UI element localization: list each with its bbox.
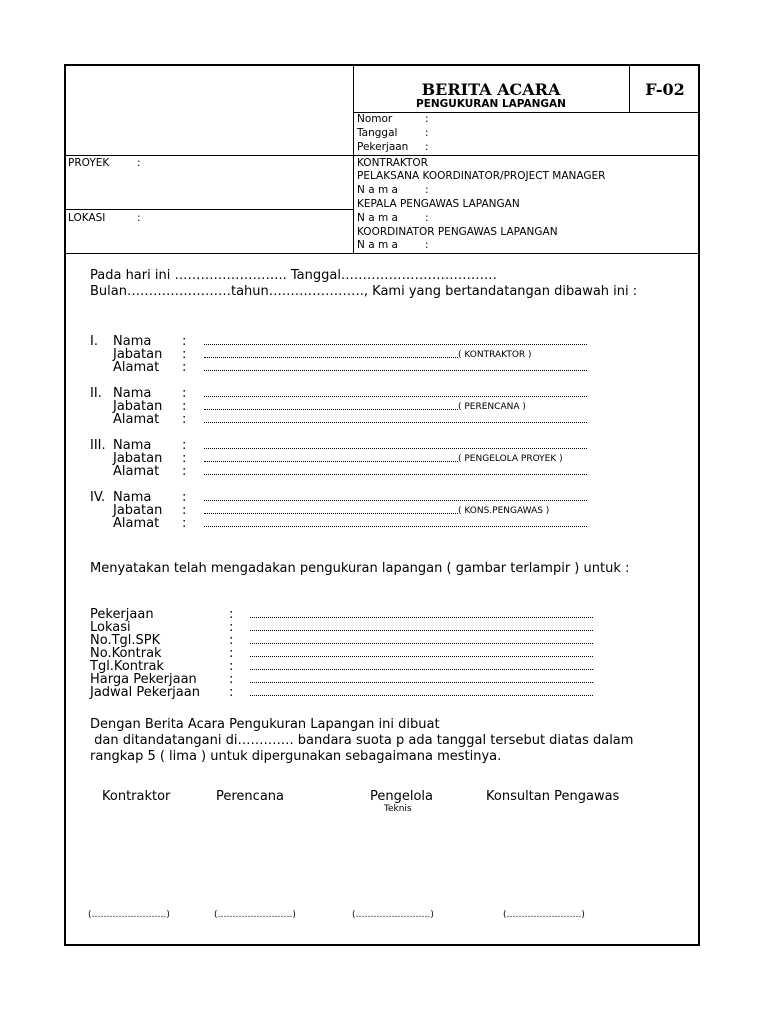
sig-perencana-blank[interactable]: (…………………….) bbox=[214, 910, 296, 920]
closing-line-3: rangkap 5 ( lima ) untuk dipergunakan sebagaimana mestinya. bbox=[90, 749, 502, 764]
party-1-alamat-colon: : bbox=[182, 360, 187, 375]
intro-line-1: Pada hari ini …………………….. Tanggal……………………………… bbox=[90, 268, 497, 283]
party-4-numeral: IV. bbox=[90, 490, 106, 505]
nama-colon-1: : bbox=[425, 184, 429, 196]
detail-kontrak-colon: : bbox=[229, 646, 234, 661]
field-nomor-label: Nomor bbox=[357, 113, 393, 125]
party-1-nama-line[interactable] bbox=[204, 344, 587, 345]
sig-kontraktor-blank[interactable]: (…………………….) bbox=[88, 910, 170, 920]
field-pekerjaan-label: Pekerjaan bbox=[357, 141, 409, 153]
nama-label-3: N a m a bbox=[357, 239, 398, 251]
field-tanggal-colon: : bbox=[425, 127, 429, 139]
party-4-alamat-colon: : bbox=[182, 516, 187, 531]
party-2-alamat-label: Alamat bbox=[113, 412, 160, 427]
detail-jadwal-line[interactable] bbox=[250, 695, 593, 696]
party-3-alamat-line[interactable] bbox=[204, 474, 587, 475]
detail-jadwal-colon: : bbox=[229, 685, 234, 700]
form-title: BERITA ACARA bbox=[421, 80, 561, 99]
party-2-nama-label: Nama bbox=[113, 386, 152, 401]
party-4-jabatan-colon: : bbox=[182, 503, 187, 518]
party-1-numeral: I. bbox=[90, 334, 98, 349]
party-4-nama-colon: : bbox=[182, 490, 187, 505]
lokasi-label: LOKASI bbox=[68, 212, 106, 224]
form-subtitle: PENGUKURAN LAPANGAN bbox=[416, 98, 566, 110]
statement-text: Menyatakan telah mengadakan pengukuran lapangan ( gambar terlampir ) untuk : bbox=[90, 561, 630, 576]
party-1-nama-colon: : bbox=[182, 334, 187, 349]
proyek-colon: : bbox=[137, 157, 141, 169]
sig-pengelola-label: Pengelola bbox=[370, 789, 434, 804]
party-3-jabatan-colon: : bbox=[182, 451, 187, 466]
nama-label-1: N a m a bbox=[357, 184, 398, 196]
detail-spk-line[interactable] bbox=[250, 643, 593, 644]
detail-kontrak-label: No.Kontrak bbox=[90, 646, 162, 661]
party-3-role: ( PENGELOLA PROYEK ) bbox=[458, 454, 563, 464]
sig-teknis-label: Teknis bbox=[384, 804, 412, 814]
party-2-jabatan-label: Jabatan bbox=[113, 399, 163, 414]
detail-lokasi-colon: : bbox=[229, 620, 234, 635]
party-3-jabatan-label: Jabatan bbox=[113, 451, 163, 466]
party-4-alamat-label: Alamat bbox=[113, 516, 160, 531]
party-3-nama-label: Nama bbox=[113, 438, 152, 453]
field-pekerjaan-colon: : bbox=[425, 141, 429, 153]
party-2-alamat-line[interactable] bbox=[204, 422, 587, 423]
detail-kontrak-line[interactable] bbox=[250, 656, 593, 657]
sig-perencana-label: Perencana bbox=[216, 789, 284, 804]
party-1-jabatan-label: Jabatan bbox=[113, 347, 163, 362]
party-3-nama-line[interactable] bbox=[204, 448, 587, 449]
field-tanggal-label: Tanggal bbox=[357, 127, 398, 139]
nama-colon-2: : bbox=[425, 212, 429, 224]
party-2-role: ( PERENCANA ) bbox=[458, 402, 526, 412]
party-2-alamat-colon: : bbox=[182, 412, 187, 427]
detail-spk-colon: : bbox=[229, 633, 234, 648]
party-2-jabatan-line[interactable] bbox=[204, 409, 458, 410]
proyek-label: PROYEK bbox=[68, 157, 110, 169]
title-bottom-line bbox=[353, 112, 699, 113]
party-4-jabatan-line[interactable] bbox=[204, 513, 458, 514]
detail-jadwal-label: Jadwal Pekerjaan bbox=[90, 685, 200, 700]
sig-konsultan-blank[interactable]: (…………………….) bbox=[503, 910, 585, 920]
party-3-nama-colon: : bbox=[182, 438, 187, 453]
party-3-jabatan-line[interactable] bbox=[204, 461, 458, 462]
party-1-alamat-label: Alamat bbox=[113, 360, 160, 375]
closing-line-2: dan ditandatangani di…………. bandara suota p ada tanggal tersebut diatas dalam bbox=[90, 733, 634, 748]
party-2-nama-line[interactable] bbox=[204, 396, 587, 397]
kontraktor-heading: KONTRAKTOR bbox=[357, 157, 428, 169]
sig-pengelola-blank[interactable]: (…………………….) bbox=[352, 910, 434, 920]
detail-tgl-kontrak-colon: : bbox=[229, 659, 234, 674]
nama-colon-3: : bbox=[425, 239, 429, 251]
nama-label-2: N a m a bbox=[357, 212, 398, 224]
party-2-numeral: II. bbox=[90, 386, 102, 401]
detail-tgl-kontrak-label: Tgl.Kontrak bbox=[90, 659, 164, 674]
party-3-alamat-label: Alamat bbox=[113, 464, 160, 479]
party-1-nama-label: Nama bbox=[113, 334, 152, 349]
party-4-alamat-line[interactable] bbox=[204, 526, 587, 527]
sig-kontraktor-label: Kontraktor bbox=[102, 789, 171, 804]
party-2-nama-colon: : bbox=[182, 386, 187, 401]
party-4-role: ( KONS.PENGAWAS ) bbox=[458, 506, 550, 516]
detail-pekerjaan-colon: : bbox=[229, 607, 234, 622]
koordinator-heading: KOORDINATOR PENGAWAS LAPANGAN bbox=[357, 226, 558, 238]
sig-konsultan-label: Konsultan Pengawas bbox=[486, 789, 620, 804]
lokasi-colon: : bbox=[137, 212, 141, 224]
detail-pekerjaan-label: Pekerjaan bbox=[90, 607, 154, 622]
party-1-jabatan-colon: : bbox=[182, 347, 187, 362]
detail-spk-label: No.Tgl.SPK bbox=[90, 633, 161, 648]
detail-harga-label: Harga Pekerjaan bbox=[90, 672, 197, 687]
detail-harga-colon: : bbox=[229, 672, 234, 687]
field-nomor-colon: : bbox=[425, 113, 429, 125]
header-bottom-line bbox=[65, 253, 699, 254]
form-code: F-02 bbox=[645, 80, 685, 99]
detail-pekerjaan-line[interactable] bbox=[250, 617, 593, 618]
party-3-alamat-colon: : bbox=[182, 464, 187, 479]
proyek-bottom-line bbox=[65, 209, 354, 210]
header-mid-line bbox=[65, 155, 699, 156]
closing-line-1: Dengan Berita Acara Pengukuran Lapangan ini dibuat bbox=[90, 717, 440, 732]
intro-line-2: Bulan……………………tahun…………………., Kami yang bertandatangan dibawah ini : bbox=[90, 284, 638, 299]
pelaksana-heading: PELAKSANA KOORDINATOR/PROJECT MANAGER bbox=[357, 170, 606, 182]
party-4-jabatan-label: Jabatan bbox=[113, 503, 163, 518]
detail-lokasi-line[interactable] bbox=[250, 630, 593, 631]
party-1-role: ( KONTRAKTOR ) bbox=[458, 350, 532, 360]
party-2-jabatan-colon: : bbox=[182, 399, 187, 414]
detail-lokasi-label: Lokasi bbox=[90, 620, 131, 635]
party-4-nama-label: Nama bbox=[113, 490, 152, 505]
kepala-pengawas-heading: KEPALA PENGAWAS LAPANGAN bbox=[357, 198, 520, 210]
party-1-jabatan-line[interactable] bbox=[204, 357, 458, 358]
party-3-numeral: III. bbox=[90, 438, 106, 453]
party-1-alamat-line[interactable] bbox=[204, 370, 587, 371]
party-4-nama-line[interactable] bbox=[204, 500, 587, 501]
detail-tgl-kontrak-line[interactable] bbox=[250, 669, 593, 670]
detail-harga-line[interactable] bbox=[250, 682, 593, 683]
